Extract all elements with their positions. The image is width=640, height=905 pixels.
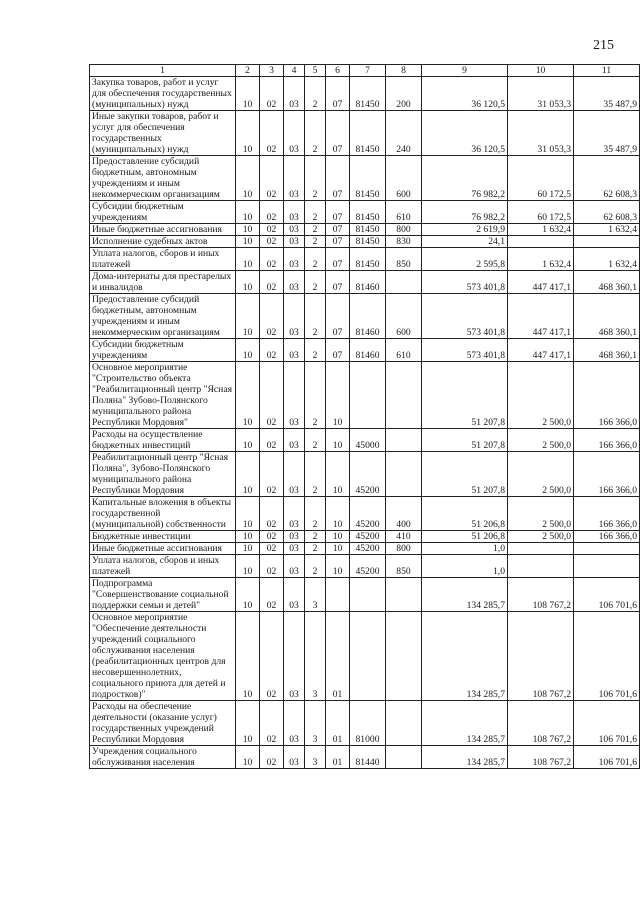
code-cell: 45200 <box>350 555 386 578</box>
code-cell <box>386 612 422 701</box>
table-row <box>90 429 640 452</box>
column-header-7: 7 <box>350 65 386 77</box>
code-cell: 10 <box>326 543 350 555</box>
column-header-3: 3 <box>260 65 284 77</box>
code-cell: 03 <box>284 224 305 236</box>
row-name: Основное мероприятие "Обеспечение деятельности учреждений социального обслуживания населения (реабилитационных центров для несовершеннолетних, социального приюта для детей и подростков)" <box>90 612 236 701</box>
amount-cell: 1 632,4 <box>508 248 574 271</box>
amount-cell: 108 767,2 <box>508 746 574 769</box>
code-cell: 3 <box>305 612 326 701</box>
table-row <box>90 531 640 543</box>
amount-cell: 24,1 <box>422 236 508 248</box>
code-cell: 3 <box>305 578 326 612</box>
code-cell: 81440 <box>350 746 386 769</box>
code-cell: 2 <box>305 294 326 339</box>
amount-cell: 51 206,8 <box>422 497 508 531</box>
amount-cell: 36 120,5 <box>422 77 508 111</box>
amount-cell: 134 285,7 <box>422 612 508 701</box>
code-cell: 81450 <box>350 224 386 236</box>
code-cell: 02 <box>260 429 284 452</box>
table-row <box>90 294 640 339</box>
row-name: Уплата налогов, сборов и иных платежей <box>90 248 236 271</box>
code-cell: 03 <box>284 612 305 701</box>
code-cell: 07 <box>326 201 350 224</box>
amount-cell: 468 360,1 <box>574 294 640 339</box>
amount-cell: 468 360,1 <box>574 339 640 362</box>
table-row <box>90 111 640 156</box>
code-cell: 03 <box>284 201 305 224</box>
code-cell: 02 <box>260 294 284 339</box>
amount-cell: 447 417,1 <box>508 339 574 362</box>
code-cell: 03 <box>284 77 305 111</box>
code-cell: 2 <box>305 362 326 429</box>
code-cell: 81450 <box>350 201 386 224</box>
code-cell: 01 <box>326 701 350 746</box>
amount-cell: 36 120,5 <box>422 111 508 156</box>
amount-cell: 447 417,1 <box>508 294 574 339</box>
amount-cell: 51 206,8 <box>422 531 508 543</box>
code-cell: 2 <box>305 236 326 248</box>
code-cell: 2 <box>305 543 326 555</box>
amount-cell: 35 487,9 <box>574 111 640 156</box>
amount-cell: 468 360,1 <box>574 271 640 294</box>
row-name: Уплата налогов, сборов и иных платежей <box>90 555 236 578</box>
code-cell: 10 <box>236 578 260 612</box>
table-row <box>90 543 640 555</box>
amount-cell: 2 595,8 <box>422 248 508 271</box>
code-cell: 10 <box>236 77 260 111</box>
amount-cell: 35 487,9 <box>574 77 640 111</box>
code-cell: 2 <box>305 111 326 156</box>
code-cell: 02 <box>260 612 284 701</box>
table-row <box>90 612 640 701</box>
table-row <box>90 201 640 224</box>
row-name: Расходы на обеспечение деятельности (оказание услуг) государственных учреждений Республики Мордовия <box>90 701 236 746</box>
code-cell: 02 <box>260 701 284 746</box>
amount-cell: 166 366,0 <box>574 452 640 497</box>
code-cell: 02 <box>260 497 284 531</box>
amount-cell: 2 500,0 <box>508 531 574 543</box>
amount-cell: 106 701,6 <box>574 612 640 701</box>
table-row <box>90 339 640 362</box>
table-row <box>90 555 640 578</box>
code-cell: 850 <box>386 248 422 271</box>
amount-cell: 108 767,2 <box>508 701 574 746</box>
code-cell: 10 <box>236 746 260 769</box>
column-header-1: 1 <box>90 65 236 77</box>
code-cell: 03 <box>284 746 305 769</box>
code-cell: 45200 <box>350 531 386 543</box>
code-cell: 2 <box>305 224 326 236</box>
amount-cell: 1 632,4 <box>574 248 640 271</box>
row-name: Основное мероприятие "Строительство объекта "Реабилитационный центр "Ясная Поляна" Зубово-Полянского муниципального района Республики Мордовия" <box>90 362 236 429</box>
code-cell: 02 <box>260 555 284 578</box>
code-cell: 03 <box>284 111 305 156</box>
code-cell: 3 <box>305 746 326 769</box>
row-name: Бюджетные инвестиции <box>90 531 236 543</box>
code-cell: 02 <box>260 77 284 111</box>
code-cell: 45200 <box>350 543 386 555</box>
code-cell: 10 <box>236 612 260 701</box>
column-header-8: 8 <box>386 65 422 77</box>
code-cell: 81450 <box>350 156 386 201</box>
code-cell: 10 <box>326 497 350 531</box>
row-name: Субсидии бюджетным учреждениям <box>90 339 236 362</box>
amount-cell: 62 608,3 <box>574 156 640 201</box>
code-cell: 07 <box>326 224 350 236</box>
code-cell: 10 <box>236 452 260 497</box>
code-cell: 03 <box>284 294 305 339</box>
amount-cell: 134 285,7 <box>422 578 508 612</box>
amount-cell: 134 285,7 <box>422 746 508 769</box>
code-cell: 02 <box>260 271 284 294</box>
code-cell: 07 <box>326 271 350 294</box>
code-cell: 2 <box>305 77 326 111</box>
column-header-9: 9 <box>422 65 508 77</box>
code-cell <box>386 452 422 497</box>
amount-cell: 166 366,0 <box>574 531 640 543</box>
code-cell: 81460 <box>350 271 386 294</box>
table-row <box>90 746 640 769</box>
code-cell: 2 <box>305 429 326 452</box>
code-cell <box>386 746 422 769</box>
amount-cell: 108 767,2 <box>508 612 574 701</box>
code-cell: 10 <box>236 236 260 248</box>
code-cell: 03 <box>284 531 305 543</box>
table-row <box>90 248 640 271</box>
code-cell: 10 <box>236 555 260 578</box>
code-cell: 800 <box>386 543 422 555</box>
code-cell: 45000 <box>350 429 386 452</box>
amount-cell: 1,0 <box>422 555 508 578</box>
code-cell: 2 <box>305 248 326 271</box>
code-cell: 610 <box>386 339 422 362</box>
code-cell: 10 <box>236 111 260 156</box>
code-cell: 07 <box>326 339 350 362</box>
code-cell: 03 <box>284 362 305 429</box>
code-cell: 81450 <box>350 111 386 156</box>
amount-cell: 106 701,6 <box>574 701 640 746</box>
amount-cell: 2 500,0 <box>508 452 574 497</box>
code-cell: 10 <box>236 224 260 236</box>
code-cell: 01 <box>326 612 350 701</box>
code-cell: 81000 <box>350 701 386 746</box>
code-cell: 07 <box>326 236 350 248</box>
code-cell <box>350 362 386 429</box>
code-cell: 2 <box>305 339 326 362</box>
code-cell: 03 <box>284 248 305 271</box>
code-cell: 02 <box>260 339 284 362</box>
row-name: Исполнение судебных актов <box>90 236 236 248</box>
code-cell: 03 <box>284 578 305 612</box>
amount-cell: 51 207,8 <box>422 362 508 429</box>
table-row <box>90 497 640 531</box>
amount-cell: 76 982,2 <box>422 156 508 201</box>
column-header-6: 6 <box>326 65 350 77</box>
amount-cell: 108 767,2 <box>508 578 574 612</box>
amount-cell <box>574 555 640 578</box>
code-cell <box>326 578 350 612</box>
code-cell <box>350 612 386 701</box>
code-cell: 07 <box>326 156 350 201</box>
code-cell: 10 <box>236 294 260 339</box>
code-cell: 02 <box>260 201 284 224</box>
code-cell: 2 <box>305 271 326 294</box>
code-cell <box>386 578 422 612</box>
code-cell: 600 <box>386 294 422 339</box>
amount-cell: 31 053,3 <box>508 77 574 111</box>
amount-cell: 1 632,4 <box>508 224 574 236</box>
code-cell: 10 <box>236 701 260 746</box>
code-cell: 02 <box>260 452 284 497</box>
row-name: Иные бюджетные ассигнования <box>90 543 236 555</box>
table-row <box>90 362 640 429</box>
row-name: Закупка товаров, работ и услуг для обеспечения государственных (муниципальных) нужд <box>90 77 236 111</box>
table-header-row <box>90 65 640 77</box>
amount-cell <box>508 236 574 248</box>
code-cell: 81450 <box>350 248 386 271</box>
row-name: Учреждения социального обслуживания населения <box>90 746 236 769</box>
code-cell: 10 <box>326 452 350 497</box>
code-cell: 07 <box>326 77 350 111</box>
amount-cell: 106 701,6 <box>574 578 640 612</box>
row-name: Предоставление субсидий бюджетным, автономным учреждениям и иным некоммерческим организациям <box>90 294 236 339</box>
code-cell: 610 <box>386 201 422 224</box>
code-cell: 45200 <box>350 497 386 531</box>
code-cell: 240 <box>386 111 422 156</box>
code-cell: 03 <box>284 701 305 746</box>
code-cell: 10 <box>236 497 260 531</box>
amount-cell: 1,0 <box>422 543 508 555</box>
code-cell: 03 <box>284 497 305 531</box>
code-cell: 10 <box>236 429 260 452</box>
amount-cell: 2 619,9 <box>422 224 508 236</box>
code-cell: 81450 <box>350 77 386 111</box>
amount-cell <box>574 236 640 248</box>
row-name: Реабилитационный центр "Ясная Поляна", Зубово-Полянского муниципального района Республики Мордовия <box>90 452 236 497</box>
amount-cell: 51 207,8 <box>422 429 508 452</box>
code-cell: 02 <box>260 746 284 769</box>
amount-cell: 166 366,0 <box>574 429 640 452</box>
code-cell: 07 <box>326 111 350 156</box>
code-cell: 10 <box>326 531 350 543</box>
column-header-2: 2 <box>236 65 260 77</box>
amount-cell <box>508 555 574 578</box>
code-cell: 2 <box>305 555 326 578</box>
row-name: Иные бюджетные ассигнования <box>90 224 236 236</box>
code-cell: 81460 <box>350 294 386 339</box>
column-header-11: 11 <box>574 65 640 77</box>
code-cell: 02 <box>260 362 284 429</box>
amount-cell: 2 500,0 <box>508 497 574 531</box>
code-cell: 81460 <box>350 339 386 362</box>
code-cell: 10 <box>326 555 350 578</box>
table-row <box>90 156 640 201</box>
amount-cell: 134 285,7 <box>422 701 508 746</box>
amount-cell: 573 401,8 <box>422 271 508 294</box>
amount-cell: 31 053,3 <box>508 111 574 156</box>
amount-cell: 62 608,3 <box>574 201 640 224</box>
row-name: Субсидии бюджетным учреждениям <box>90 201 236 224</box>
code-cell <box>386 429 422 452</box>
code-cell: 10 <box>236 156 260 201</box>
code-cell: 10 <box>236 201 260 224</box>
code-cell: 02 <box>260 236 284 248</box>
code-cell <box>386 701 422 746</box>
code-cell: 02 <box>260 156 284 201</box>
code-cell: 02 <box>260 224 284 236</box>
code-cell: 02 <box>260 531 284 543</box>
code-cell: 10 <box>236 248 260 271</box>
amount-cell: 60 172,5 <box>508 156 574 201</box>
row-name: Подпрограмма "Совершенствование социальной поддержки семьи и детей" <box>90 578 236 612</box>
code-cell: 03 <box>284 271 305 294</box>
code-cell: 2 <box>305 201 326 224</box>
amount-cell: 166 366,0 <box>574 362 640 429</box>
table-row <box>90 578 640 612</box>
column-header-4: 4 <box>284 65 305 77</box>
code-cell: 81450 <box>350 236 386 248</box>
code-cell: 02 <box>260 543 284 555</box>
table-row <box>90 224 640 236</box>
code-cell: 03 <box>284 429 305 452</box>
amount-cell: 166 366,0 <box>574 497 640 531</box>
code-cell: 2 <box>305 531 326 543</box>
code-cell: 10 <box>326 429 350 452</box>
amount-cell: 60 172,5 <box>508 201 574 224</box>
row-name: Капитальные вложения в объекты государственной (муниципальной) собственности <box>90 497 236 531</box>
amount-cell <box>508 543 574 555</box>
table-row <box>90 701 640 746</box>
amount-cell: 447 417,1 <box>508 271 574 294</box>
row-name: Расходы на осуществление бюджетных инвестиций <box>90 429 236 452</box>
table-row <box>90 271 640 294</box>
amount-cell: 2 500,0 <box>508 362 574 429</box>
code-cell: 03 <box>284 452 305 497</box>
budget-table <box>89 64 640 769</box>
code-cell: 02 <box>260 111 284 156</box>
code-cell: 410 <box>386 531 422 543</box>
code-cell: 10 <box>236 543 260 555</box>
code-cell: 03 <box>284 543 305 555</box>
page-number: 215 <box>593 38 614 53</box>
code-cell: 2 <box>305 452 326 497</box>
code-cell: 07 <box>326 294 350 339</box>
code-cell: 45200 <box>350 452 386 497</box>
amount-cell <box>574 543 640 555</box>
code-cell <box>350 578 386 612</box>
code-cell: 10 <box>236 531 260 543</box>
code-cell: 2 <box>305 497 326 531</box>
code-cell: 03 <box>284 156 305 201</box>
code-cell <box>386 362 422 429</box>
code-cell: 830 <box>386 236 422 248</box>
code-cell: 10 <box>236 339 260 362</box>
row-name: Предоставление субсидий бюджетным, автономным учреждениям и иным некоммерческим организациям <box>90 156 236 201</box>
row-name: Иные закупки товаров, работ и услуг для обеспечения государственных (муниципальных) нужд <box>90 111 236 156</box>
table-row <box>90 77 640 111</box>
table-row <box>90 452 640 497</box>
amount-cell: 573 401,8 <box>422 294 508 339</box>
code-cell: 800 <box>386 224 422 236</box>
code-cell <box>386 271 422 294</box>
code-cell: 3 <box>305 701 326 746</box>
table-row <box>90 236 640 248</box>
code-cell: 03 <box>284 236 305 248</box>
code-cell: 10 <box>236 362 260 429</box>
column-header-10: 10 <box>508 65 574 77</box>
row-name: Дома-интернаты для престарелых и инвалидов <box>90 271 236 294</box>
code-cell: 850 <box>386 555 422 578</box>
code-cell: 10 <box>236 271 260 294</box>
amount-cell: 573 401,8 <box>422 339 508 362</box>
amount-cell: 2 500,0 <box>508 429 574 452</box>
code-cell: 200 <box>386 77 422 111</box>
code-cell: 07 <box>326 248 350 271</box>
code-cell: 02 <box>260 578 284 612</box>
code-cell: 600 <box>386 156 422 201</box>
code-cell: 02 <box>260 248 284 271</box>
amount-cell: 76 982,2 <box>422 201 508 224</box>
code-cell: 03 <box>284 339 305 362</box>
code-cell: 01 <box>326 746 350 769</box>
code-cell: 2 <box>305 156 326 201</box>
amount-cell: 51 207,8 <box>422 452 508 497</box>
amount-cell: 106 701,6 <box>574 746 640 769</box>
amount-cell: 1 632,4 <box>574 224 640 236</box>
code-cell: 03 <box>284 555 305 578</box>
column-header-5: 5 <box>305 65 326 77</box>
code-cell: 10 <box>326 362 350 429</box>
code-cell: 400 <box>386 497 422 531</box>
